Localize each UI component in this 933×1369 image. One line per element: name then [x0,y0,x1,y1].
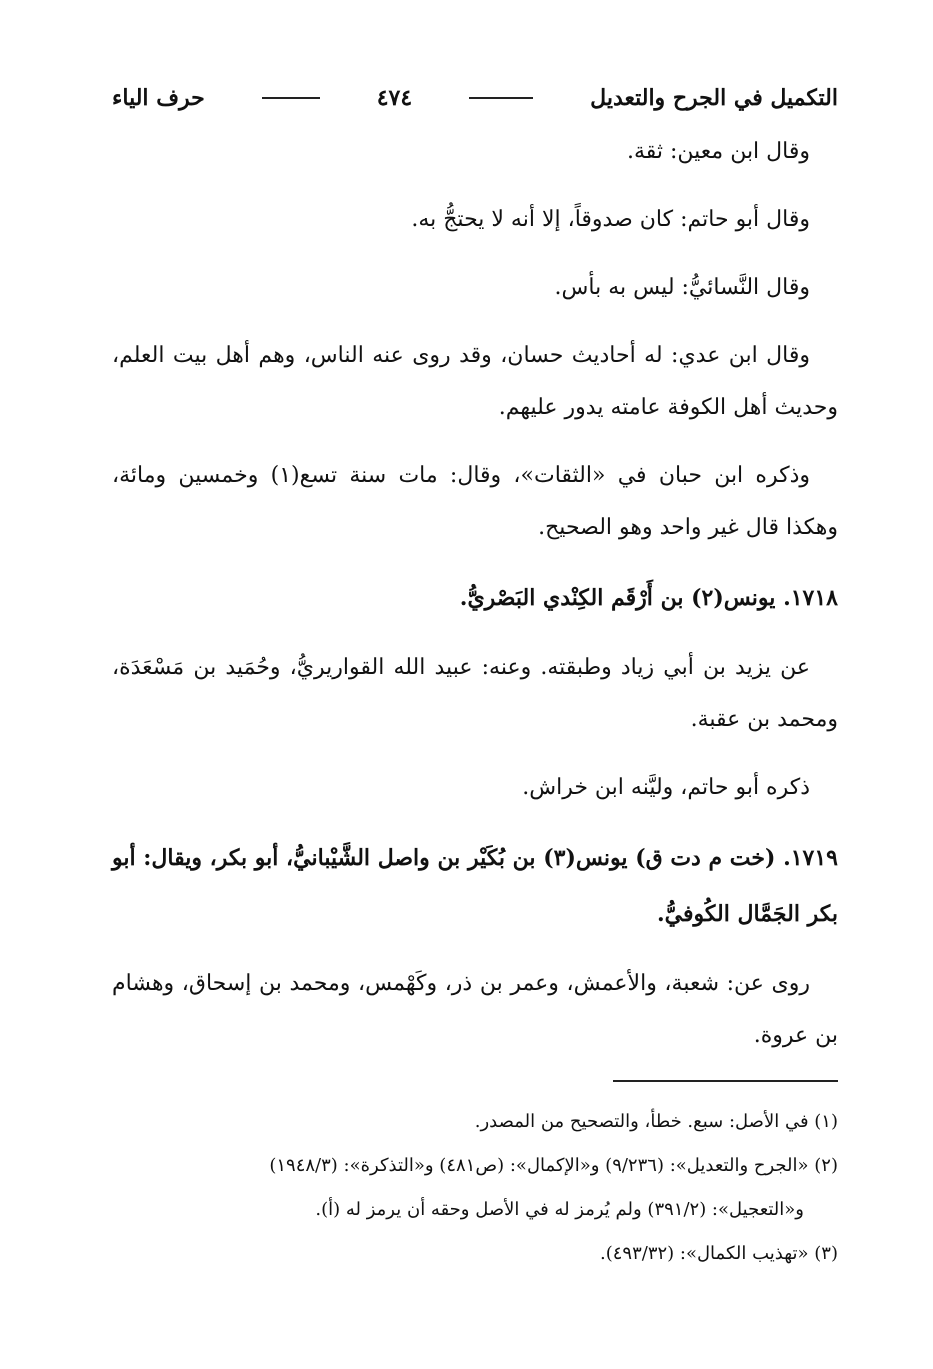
footnote: (٢) «الجرح والتعديل»: (٩/٢٣٦) و«الإكمال»: (ص٤٨١) و«التذكرة»: (١٩٤٨/٣) [269,1154,838,1176]
entry-heading-1719: ١٧١٩. (خت م دت ق) يونس(٣) بن بُكَيْر بن واصل الشَّيْبانيُّ، أبو بكر، ويقال: أبو بكر الجَمَّال الكُوفيُّ. [112,845,838,927]
footnote-divider [613,1080,838,1082]
paragraph: روى عن: شعبة، والأعمش، وعمر بن ذر، وكَهْمس، ومحمد بن إسحاق، وهشام بن عروة. [112,971,838,1048]
paragraph: عن يزيد بن أبي زياد وطبقته. وعنه: عبيد الله القواريريُّ، وحُمَيد بن مَسْعَدَة، ومحمد بن عقبة. [112,655,838,732]
paragraph: وقال ابن عدي: له أحاديث حسان، وقد روى عنه الناس، وهم أهل بيت العلم، وحديث أهل الكوفة عامته يدور عليهم. [112,343,838,420]
paragraph: وذكره ابن حبان في «الثقات»، وقال: مات سنة تسع(١) وخمسين ومائة، وهكذا قال غير واحد وهو الصحيح. [112,463,838,540]
paragraph: وقال ابن معين: ثقة. [626,139,810,164]
book-title: التكميل في الجرح والتعديل [590,85,838,111]
paragraph: وقال أبو حاتم: كان صدوقاً، إلا أنه لا يحتجُّ به. [411,207,810,232]
running-header [112,78,838,118]
footnotes [112,1100,838,1276]
section-title: حرف الياء [112,85,205,111]
header-dash [262,97,320,99]
footnote-continuation: و«التعجيل»: (٣٩١/٢) ولم يُرمز له في الأصل وحقه أن يرمز له (أ). [315,1198,804,1220]
paragraph: وقال النَّسائيُّ: ليس به بأس. [554,275,810,300]
footnote: (١) في الأصل: سبع. خطأ، والتصحيح من المصدر. [474,1110,838,1132]
entry-heading-1718: ١٧١٨. يونس(٢) بن أَرْقَم الكِنْدي البَصْريُّ. [459,585,838,611]
book-page [112,78,838,1276]
header-dash [469,97,533,99]
main-text [112,126,838,1062]
paragraph: ذكره أبو حاتم، وليَّنه ابن خراش. [522,775,810,800]
footnote: (٣) «تهذيب الكمال»: (٤٩٣/٣٢). [600,1242,838,1264]
page-number: ٤٧٤ [376,85,413,111]
